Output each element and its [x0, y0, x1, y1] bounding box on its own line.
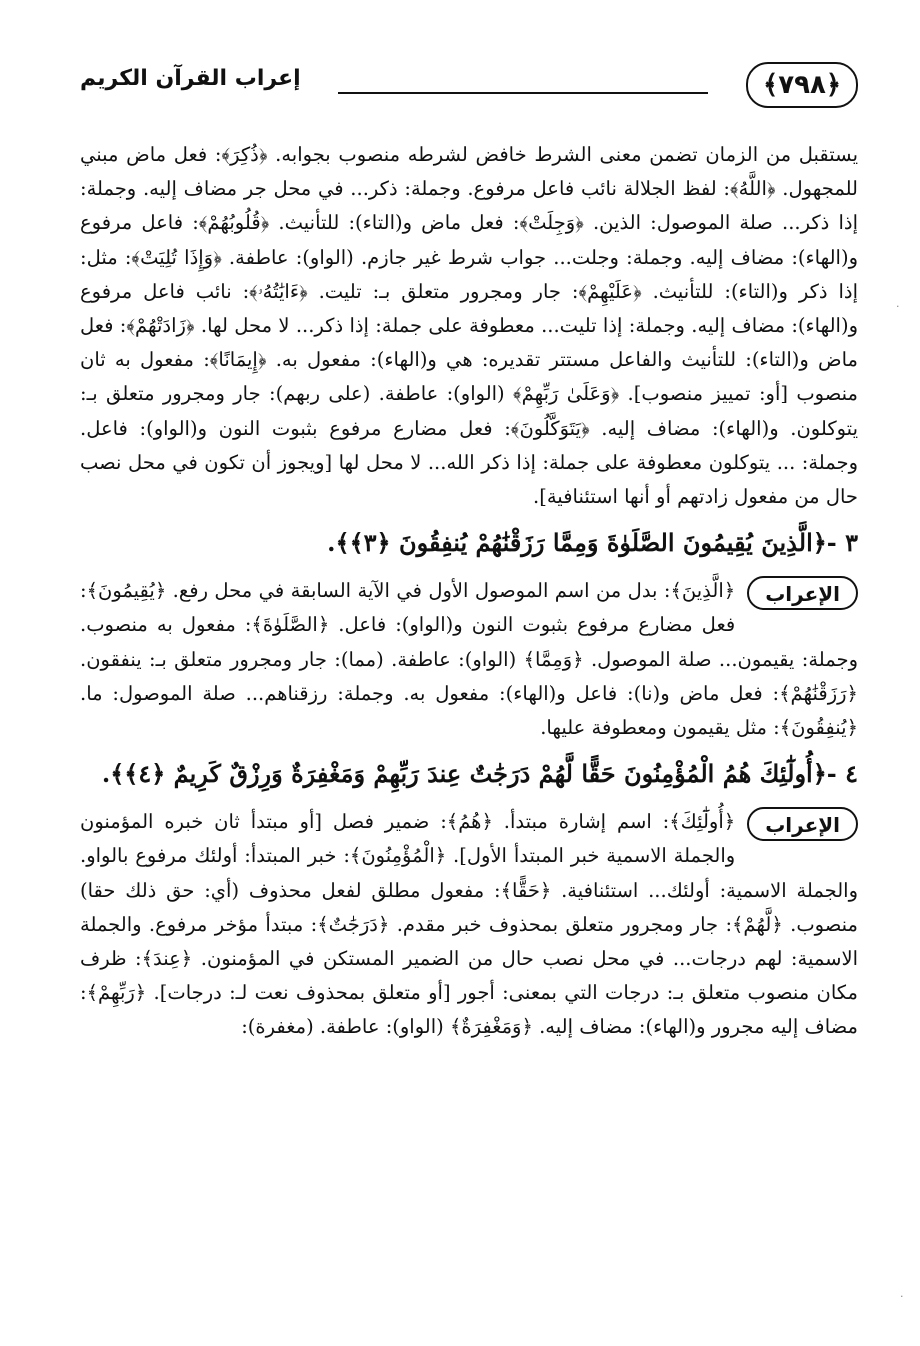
page-content: [80, 138, 858, 1045]
irab-label: الإعراب: [747, 576, 858, 610]
page-header: [80, 62, 858, 122]
irab-text-verse-4: ﴿أُولَٰٓئِكَ﴾: اسم إشارة مبتدأ. ﴿هُمُ﴾: ضمير فصل [أو مبتدأ ثان خبره المؤمنون والجملة الاسمية خبر المبتدأ الأول]. ﴿الْمُؤْمِنُونَ﴾: خبر المبتدأ: أولئك مرفوع بالواو. والجملة الاسمية: أولئك... استئنافية. ﴿حَقًّا﴾: مفعول مطلق لفعل محذوف (أي: حق ذلك حقا) منصوب. ﴿لَّهُمْ﴾: جار ومجرور متعلق بمحذوف خبر مقدم. ﴿دَرَجَٰتٌ﴾: مبتدأ مؤخر مرفوع. والجملة الاسمية: لهم درجات... في محل نصب حال من الضمير المستكن في المؤمنون. ﴿عِندَ﴾: ظرف مكان منصوب متعلق بـ: درجات التي بمعنى: أجور [أو متعلق بمحذوف نعت لـ: درجات]. ﴿رَبِّهِمْ﴾: مضاف إليه مجرور و(الهاء): مضاف إليه. ﴿وَمَغْفِرَةٌ﴾ (الواو): عاطفة. (مغفرة):: [80, 810, 858, 1039]
verse-4: ٤ -﴿أُولَٰٓئِكَ هُمُ الْمُؤْمِنُونَ حَقًّا لَّهُمْ دَرَجَٰتٌ عِندَ رَبِّهِمْ وَمَغْفِرَةٌ وَرِزْقٌ كَرِيمٌ ﴿٤﴾﴾.: [101, 759, 858, 789]
paragraph-verse-2-continued: يستقبل من الزمان تضمن معنى الشرط خافض لشرطه منصوب بجوابه. ﴿ذُكِرَ﴾: فعل ماض مبني للمجهول. ﴿اللَّهُ﴾: لفظ الجلالة نائب فاعل مرفوع. وجملة: ذكر... في محل جر مضاف إليه. وجملة: إذا ذكر... صلة الموصول: الذين. ﴿وَجِلَتْ﴾: فعل ماض و(التاء): للتأنيث. ﴿قُلُوبُهُمْ﴾: فاعل مرفوع و(الهاء): مضاف إليه. وجملة: وجلت... جواب شرط غير جازم. (الواو): عاطفة. ﴿وَإِذَا تُلِيَتْ﴾: مثل: إذا ذكر و(التاء): للتأنيث. ﴿عَلَيْهِمْ﴾: جار ومجرور متعلق بـ: تليت. ﴿ءَايَٰتُهُۥ﴾: نائب فاعل مرفوع و(الهاء): مضاف إليه. وجملة: إذا تليت... معطوفة على جملة: إذا ذكر... لا محل لها. ﴿زَادَتْهُمْ﴾: فعل ماض و(التاء): للتأنيث والفاعل مستتر تقديره: هي و(الهاء): مفعول به. ﴿إِيمَانًا﴾: مفعول به ثان منصوب [أو: تمييز منصوب]. ﴿وَعَلَىٰ رَبِّهِمْ﴾ (الواو): عاطفة. (على ربهم): جار ومجرور متعلق بـ: يتوكلون. و(الهاء): مضاف إليه. ﴿يَتَوَكَّلُونَ﴾: فعل مضارع مرفوع بثبوت النون و(الواو): فاعل. وجملة: ... يتوكلون معطوفة على جملة: إذا ذكر الله... لا محل لها [ويجوز أن تكون في محل نصب حال من مفعول زادتهم أو أنها استئنافية].: [80, 143, 858, 509]
page-number: ﴿٧٩٨﴾: [746, 62, 858, 108]
irab-label: الإعراب: [747, 807, 858, 841]
verse-3: ٣ -﴿الَّذِينَ يُقِيمُونَ الصَّلَوٰةَ وَمِمَّا رَزَقْنَٰهُمْ يُنفِقُونَ ﴿٣﴾﴾.: [327, 528, 858, 558]
irab-section-verse-3: [80, 574, 858, 745]
irab-section-verse-4: [80, 805, 858, 1044]
irab-text-verse-3: ﴿الَّذِينَ﴾: بدل من اسم الموصول الأول في الآية السابقة في محل رفع. ﴿يُقِيمُونَ﴾: فعل مضارع مرفوع بثبوت النون و(الواو): فاعل. ﴿الصَّلَوٰةَ﴾: مفعول به منصوب. وجملة: يقيمون... صلة الموصول. ﴿وَمِمَّا﴾ (الواو): عاطفة. (مما): جار ومجرور متعلق بـ: ينفقون. ﴿رَزَقْنَٰهُمْ﴾: فعل ماض و(نا): فاعل و(الهاء): مفعول به. وجملة: رزقناهم... صلة الموصول: ما. ﴿يُنفِقُونَ﴾: مثل يقيمون ومعطوفة عليها.: [80, 579, 858, 740]
header-rule: [338, 92, 708, 94]
margin-speck: ·: [896, 300, 900, 313]
book-title: إعراب القرآن الكريم: [80, 66, 301, 91]
margin-speck: ·: [900, 1290, 904, 1303]
